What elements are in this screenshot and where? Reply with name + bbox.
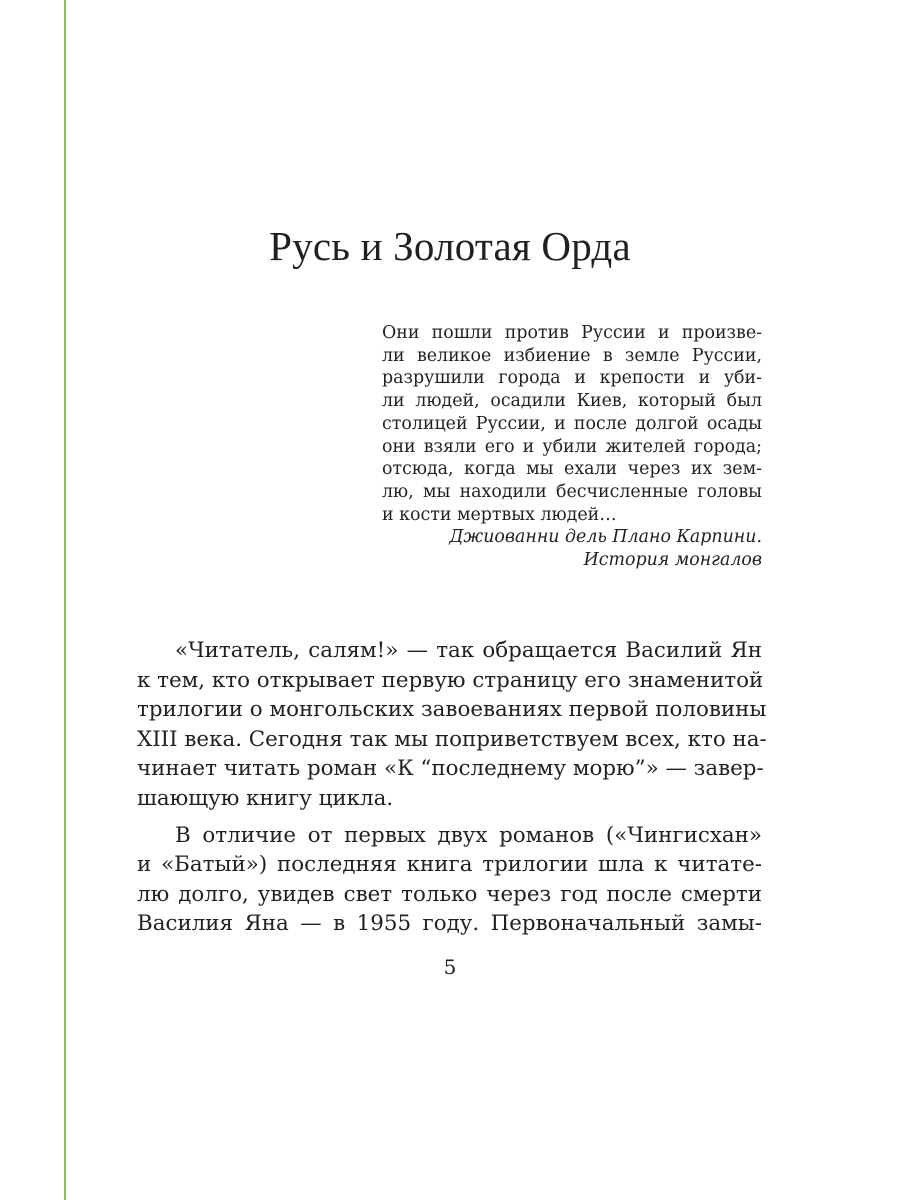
chapter-title: Русь и Золотая Орда (269, 223, 631, 269)
page-edge-line (64, 0, 66, 1200)
paragraph-line: Василия Яна — в 1955 году. Первоначальный замы- (137, 911, 762, 937)
paragraph-line: В отличие от первых двух романов («Чингисхан» (175, 822, 762, 848)
paragraph-line: XIII века. Сегодня так мы поприветствуем всех, кто на- (137, 726, 767, 752)
page-number: 5 (443, 955, 457, 979)
epigraph-line: и кости мертвых людей… (382, 504, 617, 525)
epigraph-line: они взяли его и убили жителей города; (382, 436, 762, 457)
paragraph-line: и «Батый») последняя книга трилогии шла к читате- (137, 852, 762, 878)
epigraph-line: столицей Руссии, и после долгой осады (382, 413, 762, 434)
epigraph (382, 322, 762, 572)
paragraph-line: трилогии о монгольских завоеваниях первой половины (137, 697, 767, 723)
paragraph-line: чинает читать роман «К “последнему морю”» — завер- (137, 756, 764, 782)
paragraph (137, 636, 767, 814)
epigraph-line: ли людей, осадили Киев, который был (382, 391, 762, 412)
epigraph-work-title: История монгалов (583, 550, 762, 571)
epigraph-line: отсюда, когда мы ехали через их зем- (382, 459, 762, 480)
paragraph-line: шающую книгу цикла. (137, 785, 394, 811)
epigraph-author: Джиованни дель Плано Карпини. (449, 527, 762, 548)
epigraph-line: разрушили города и крепости и уби- (382, 368, 762, 389)
epigraph-line: ли великое избиение в земле Руссии, (382, 345, 762, 366)
paragraph-line: «Читатель, салям!» — так обращается Василий Ян (175, 638, 762, 663)
epigraph-line: Они пошли против Руссии и произве- (382, 323, 762, 343)
paragraph-line: к тем, кто открывает первую страницу его знаменитой (137, 667, 764, 693)
paragraph (137, 821, 762, 939)
paragraph-line: лю долго, увидев свет только через год после смерти (137, 881, 762, 907)
epigraph-line: лю, мы находили бесчисленные головы (382, 481, 762, 502)
body-text (137, 636, 767, 939)
paragraph-spacer (137, 814, 762, 821)
